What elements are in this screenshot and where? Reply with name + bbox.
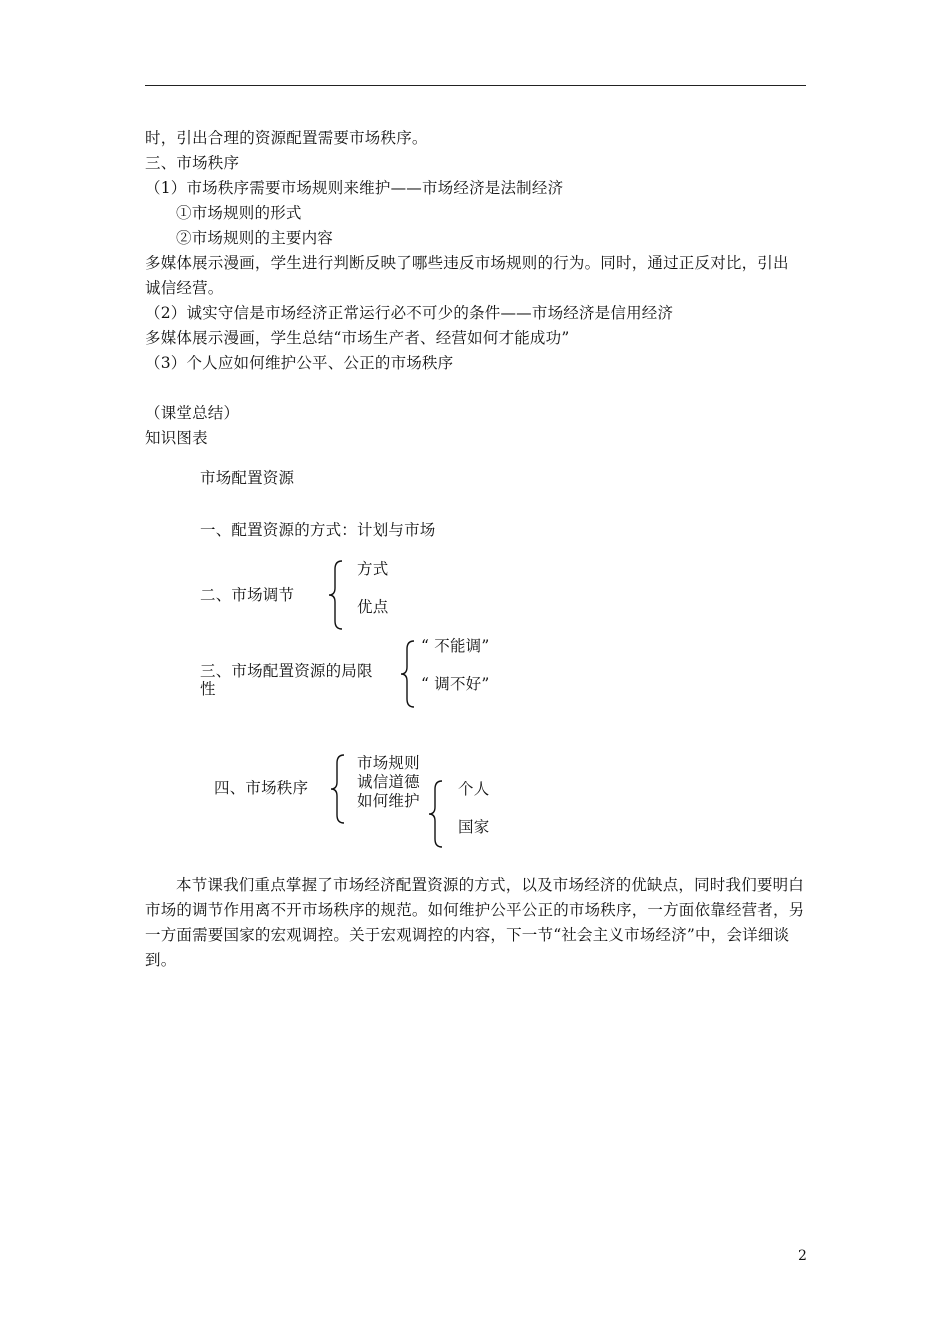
chart-item-1: 一、配置资源的方式：计划与市场 xyxy=(200,521,436,539)
body-line: 多媒体展示漫画，学生进行判断反映了哪些违反市场规则的行为。同时，通过正反对比，引出 xyxy=(145,254,789,272)
body-line: （2）诚实守信是市场经济正常运行必不可少的条件——市场经济是信用经济 xyxy=(145,304,674,322)
section-heading: 三、市场秩序 xyxy=(145,154,240,172)
brace-icon xyxy=(400,640,418,708)
body-line: （1）市场秩序需要市场规则来维护——市场经济是法制经济 xyxy=(145,179,564,197)
body-line: 多媒体展示漫画，学生总结“市场生产者、经营如何才能成功” xyxy=(145,329,570,347)
chart-item-2-branch: 优点 xyxy=(357,598,389,616)
chart-item-4-branch: 如何维护 xyxy=(357,792,420,810)
body-line: 诚信经营。 xyxy=(145,279,224,297)
chart-item-3-branch: “ 不能调” xyxy=(421,637,490,655)
body-line: （课堂总结） xyxy=(145,404,240,422)
header-rule xyxy=(145,85,806,86)
chart-item-3-label: 三、市场配置资源的局限 xyxy=(200,662,373,680)
chart-title: 市场配置资源 xyxy=(200,469,295,487)
brace-icon xyxy=(330,754,348,824)
summary-paragraph: 本节课我们重点掌握了市场经济配置资源的方式，以及市场经济的优缺点，同时我们要明白市场的调节作用离不开市场秩序的规范。如何维护公平公正的市场秩序，一方面依靠经营者，另一方面需要国家的宏观调控。关于宏观调控的内容，下一节“社会主义市场经济”中，会详细谈到。 xyxy=(145,876,805,969)
body-line: 知识图表 xyxy=(145,429,208,447)
chart-item-4-sub-branch: 国家 xyxy=(458,818,490,836)
chart-item-4-branch: 诚信道德 xyxy=(357,773,420,791)
chart-item-4-sub-branch: 个人 xyxy=(458,780,490,798)
body-line: ①市场规则的形式 xyxy=(176,204,302,222)
brace-icon xyxy=(428,780,446,848)
chart-item-3-label: 性 xyxy=(200,680,216,698)
brace-icon xyxy=(328,560,346,630)
body-line: 时，引出合理的资源配置需要市场秩序。 xyxy=(145,129,428,147)
page-number: 2 xyxy=(798,1248,807,1264)
body-line: ②市场规则的主要内容 xyxy=(176,229,334,247)
chart-item-4-branch: 市场规则 xyxy=(357,754,420,772)
chart-item-4-label: 四、市场秩序 xyxy=(214,779,309,797)
chart-item-3-branch: “ 调不好” xyxy=(421,675,490,693)
body-line: （3）个人应如何维护公平、公正的市场秩序 xyxy=(145,354,454,372)
chart-item-2-label: 二、市场调节 xyxy=(200,586,295,604)
chart-item-2-branch: 方式 xyxy=(357,560,389,578)
